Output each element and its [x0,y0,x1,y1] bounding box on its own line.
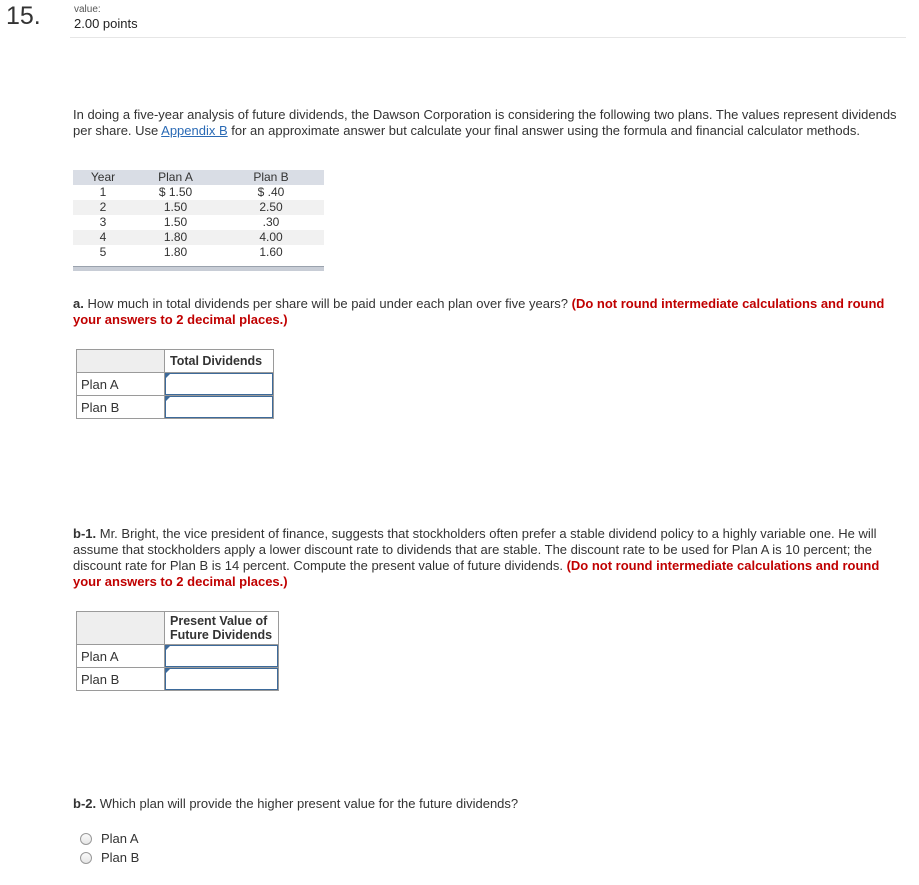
intro-text-2: for an approximate answer but calculate your final answer using the formula and financial calculator methods. [227,123,860,138]
table-bottom-bar [73,266,324,271]
plan-a-cell: 1.50 [163,200,188,214]
year-cell: 3 [99,215,107,229]
option-plan-b[interactable] [80,850,139,865]
intro-text-1: In doing a five-year analysis of future dividends, the Dawson Corporation is considering the following two plans. The values represent dividends per share. Use [73,107,897,138]
plan-b-cell: $ .40 [257,185,285,199]
input-flag-icon [166,645,171,650]
part-a-text: How much in total dividends per share will be paid under each plan over five years? [83,296,572,311]
plan-a-cell: 1.50 [163,215,188,229]
plan-a-total-dividends-input[interactable] [165,373,273,395]
plan-b-cell: 4.00 [259,230,283,244]
plan-b-radio[interactable] [80,852,92,864]
option-plan-a[interactable] [80,831,139,846]
input-flag-icon [166,373,171,378]
table-row [73,245,324,260]
plan-a-cell: 1.80 [163,245,188,259]
intro-paragraph [73,107,905,139]
year-cell: 1 [99,185,107,199]
input-flag-icon [166,668,171,673]
year-cell: 4 [99,230,107,244]
input-cell [165,645,279,668]
input-flag-icon [166,396,171,401]
plan-a-cell: $ 1.50 [158,185,193,199]
present-value-header-line2: Future Dividends [170,628,273,642]
part-b2-text: Which plan will provide the higher present value for the future dividends? [96,796,519,811]
part-b2-label: b-2. [73,796,97,811]
option-plan-b-label: Plan B [101,850,140,865]
present-value-grid [76,611,279,691]
plan-b-present-value-input[interactable] [165,668,278,690]
part-a-label: a. [73,296,84,311]
table-row [73,200,324,215]
total-dividends-grid [76,349,274,419]
plan-a-cell: 1.80 [163,230,188,244]
header-plan-a: Plan A [158,170,193,184]
row-label-plan-b: Plan B [77,396,165,419]
value-label: value: [74,4,101,15]
part-b2-question [73,796,909,812]
header-plan-b: Plan B [253,170,289,184]
total-dividends-header: Total Dividends [165,350,274,373]
table-row [73,215,324,230]
present-value-header [165,612,279,645]
header-year: Year [90,170,116,184]
plan-b-cell: 1.60 [259,245,283,259]
row-label-plan-a: Plan A [77,373,165,396]
grid-corner [77,350,165,373]
part-a-instruction: (Do not round intermediate calculations and round your answers to 2 decimal places.) [73,296,885,327]
option-plan-a-label: Plan A [101,831,139,846]
present-value-header-line1: Present Value of [170,614,268,628]
table-row [73,230,324,245]
grid-corner [77,612,165,645]
part-a-question [73,296,909,328]
part-b1-label: b-1. [73,526,97,541]
plan-a-radio[interactable] [80,833,92,845]
row-label-plan-b: Plan B [77,668,165,691]
plan-a-present-value-input[interactable] [165,645,278,667]
input-cell [165,396,274,419]
part-b1-question [73,526,909,590]
year-cell: 5 [99,245,107,259]
points-value: 2.00 points [74,16,138,31]
plan-b-cell: 2.50 [259,200,283,214]
dividend-table-header [73,170,324,185]
input-cell [165,373,274,396]
question-number: 15. [6,2,41,30]
table-row [73,185,324,200]
appendix-b-link[interactable]: Appendix B [161,123,228,138]
part-b1-text: Mr. Bright, the vice president of finance, suggests that stockholders often prefer a stable dividend policy to a highly variable one. He will assume that stockholders apply a lower discount rate to dividends that are stable. The discount rate to be used for Plan A is 10 percent; the discount rate for Plan B is 14 percent. Compute the present value of future dividends. [73,526,877,573]
plan-b-cell: .30 [262,215,280,229]
header-divider [70,37,906,38]
input-cell [165,668,279,691]
part-b1-instruction: (Do not round intermediate calculations and round your answers to 2 decimal places.) [73,558,880,589]
plan-b-total-dividends-input[interactable] [165,396,273,418]
dividend-table [73,170,324,260]
row-label-plan-a: Plan A [77,645,165,668]
year-cell: 2 [99,200,107,214]
